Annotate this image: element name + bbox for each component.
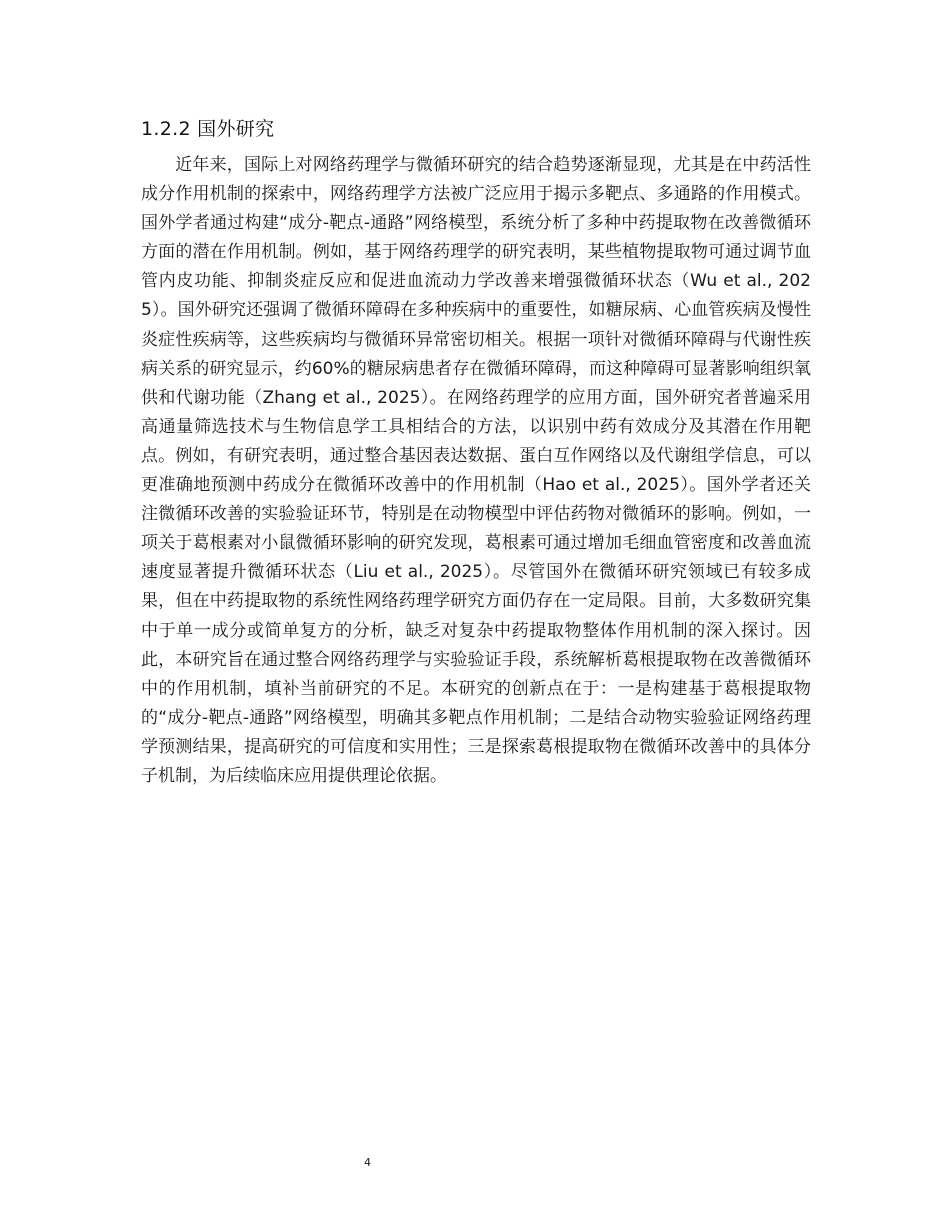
paragraph-text: 近年来，国际上对网络药理学与微循环研究的结合趋势逐渐显现，尤其是在中药活性成分作用机制的探索中，网络药理学方法被广泛应用于揭示多靶点、多通路的作用模式。国外学者通过构建“成分-靶点-通路”网络模型，系统分析了多种中药提取物在改善微循环方面的潜在作用机制。例如，基于网络药理学的研究表明，某些植物提取物可通过调节血管内皮功能、抑制炎症反应和促进血流动力学改善来增强微循环状态（Wu et al., 2025）。国外研究还强调了微循环障碍在多种疾病中的重要性，如糖尿病、心血管疾病及慢性炎症性疾病等，这些疾病均与微循环异常密切相关。根据一项针对微循环障碍与代谢性疾病关系的研究显示，约60%的糖尿病患者存在微循环障碍，而这种障碍可显著影响组织氧供和代谢功能（Zhang et al., 2025）。在网络药理学的应用方面，国外研究者普遍采用高通量筛选技术与生物信息学工具相结合的方法，以识别中药有效成分及其潜在作用靶点。例如，有研究表明，通过整合基因表达数据、蛋白互作网络以及代谢组学信息，可以更准确地预测中药成分在微循环改善中的作用机制（Hao et al., 2025）。国外学者还关注微循环改善的实验验证环节，特别是在动物模型中评估药物对微循环的影响。例如，一项关于葛根素对小鼠微循环影响的研究发现，葛根素可通过增加毛细血管密度和改善血流速度显著提升微循环状态（Liu et al., 2025）。尽管国外在微循环研究领域已有较多成果，但在中药提取物的系统性网络药理学研究方面仍存在一定局限。目前，大多数研究集中于单一成分或简单复方的分析，缺乏对复杂中药提取物整体作用机制的深入探讨。因此，本研究旨在通过整合网络药理学与实验验证手段，系统解析葛根提取物在改善微循环中的作用机制，填补当前研究的不足。本研究的创新点在于：一是构建基于葛根提取物的“成分-靶点-通路”网络模型，明确其多靶点作用机制；二是结合动物实验验证网络药理学预测结果，提高研究的可信度和实用性；三是探索葛根提取物在微循环改善中的具体分子机制，为后续临床应用提供理论依据。	[141, 155, 811, 786]
section-heading: 1.2.2 国外研究	[141, 118, 275, 140]
body-paragraph	[141, 151, 811, 791]
page-number: 4	[364, 1156, 371, 1169]
